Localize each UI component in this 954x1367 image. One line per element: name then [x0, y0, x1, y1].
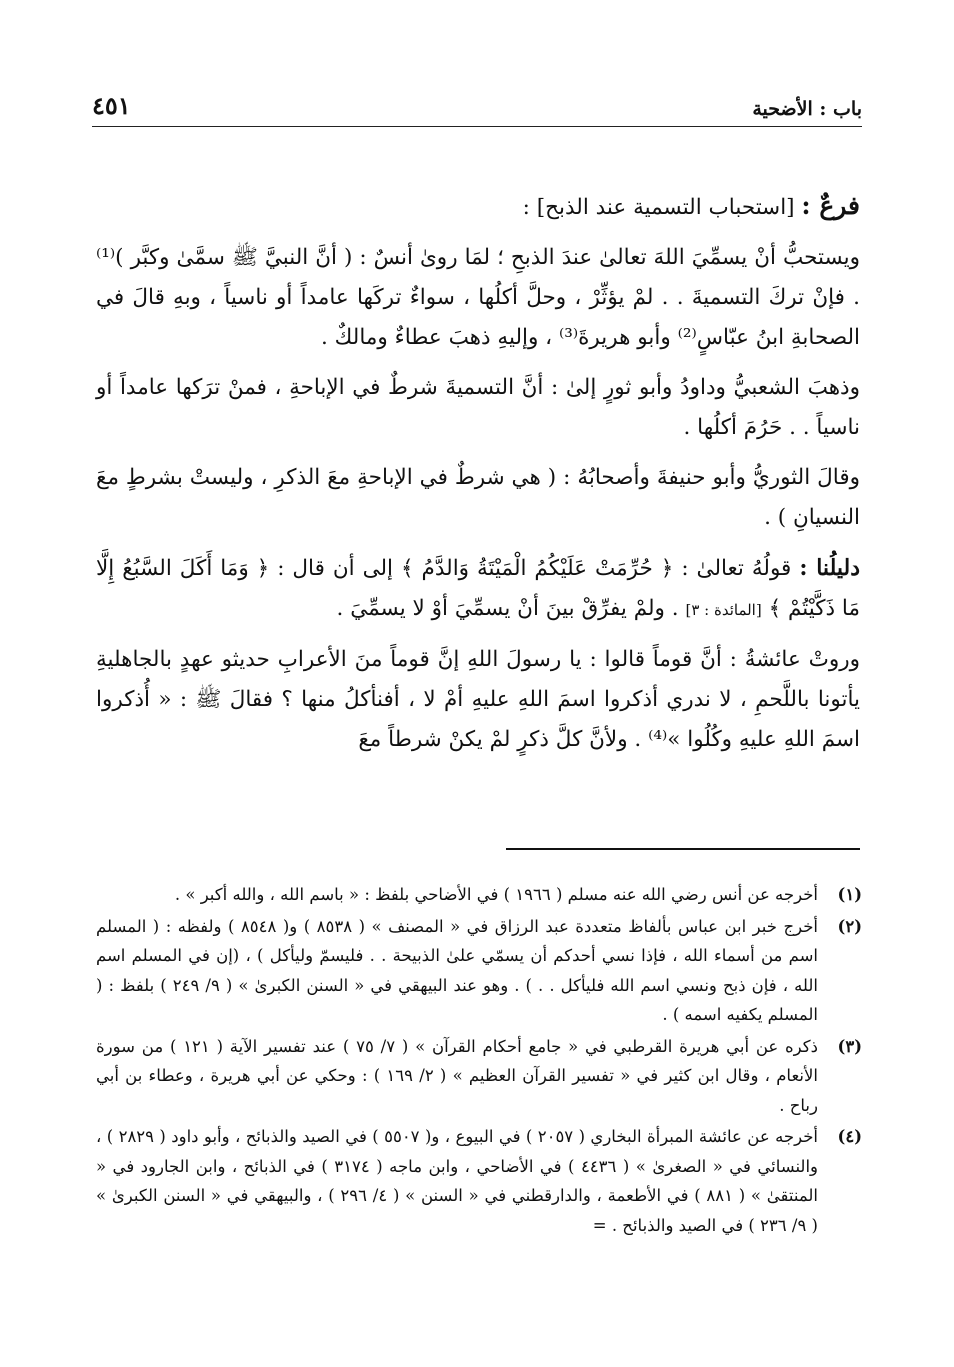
footnote	[96, 912, 862, 1030]
page-header	[92, 84, 862, 127]
footnote-number: (٢)	[837, 916, 862, 936]
evidence-label: دليلُنا :	[799, 555, 860, 581]
footnotes	[96, 880, 862, 1242]
section-heading	[96, 186, 860, 228]
footnote-text: أخرجه عن أنس رضي الله عنه مسلم ( ١٩٦٦ ) في الأضاحي بلفظ : « باسم الله ، والله أكبر » .	[174, 885, 818, 904]
chapter-title: باب : الأضحية	[752, 98, 862, 120]
paragraph-3: وقالَ الثوريُّ وأبو حنيفةَ وأصحابُهُ : ( هي شرطٌ في الإباحةِ معَ الذكرِ ، وليستْ بشرطٍ معَ النسيانِ ) .	[96, 465, 860, 530]
evidence-conclusion: . ولمْ يفرِّقْ بينَ أنْ يسمِّيَ أوْ لا يسمِّيَ .	[336, 596, 679, 621]
evidence-verse: قولُهُ تعالىٰ : ﴿ حُرِّمَتْ عَلَيْكُمُ الْمَيْتَةُ وَالدَّمُ ﴾ إلى أن قال : ﴿ وَمَا أَكَلَ السَّبُعُ إِلَّا مَا ذَكَّيْتُمْ ﴾	[96, 556, 860, 621]
section-title: [استحباب التسمية عند الذبح] :	[522, 195, 795, 220]
footnote	[96, 1032, 862, 1121]
footnote	[96, 1122, 862, 1240]
footnote-number: (١)	[837, 885, 862, 904]
page-number: ٤٥١	[92, 91, 131, 120]
footnote	[96, 880, 862, 910]
footnote-text: أخرج خبر ابن عباس بألفاظ متعددة عبد الرزاق في « المصنف » ( ٨٥٣٨ ) و( ٨٥٤٨ ) ولفظه : ( المسلم اسم من أسماء الله ، فإذا نسي أحدكم أن يسمّي علىٰ الذبيحة . . فليسمّ وليأكل ) ، (إن في المسلم اسم الله ، فإن ذبح ونسي اسم الله فليأكل . . ) . وهو عند البيهقي في « السنن الكبرىٰ » ( ٩/ ٢٤٩ ) بلفظ : ( المسلم يكفيه اسمه ) .	[96, 916, 819, 1024]
footnote-number: (٣)	[837, 1036, 862, 1056]
footnote-text: ذكره عن أبي هريرة القرطبي في « جامع أحكام القرآن » ( ٧/ ٧٥ ) عند تفسير الآية ( ١٢١ ) من سورة الأنعام ، وقال ابن كثير في « تفسير القرآن العظيم » ( ٢/ ١٦٩ ) : وحكي عن أبي هريرة ، وعطاء بن أبي رباح .	[96, 1036, 818, 1115]
main-text	[96, 186, 860, 770]
verse-reference: [المائدة : ٣]	[685, 601, 762, 619]
footnote-text: أخرجه عن عائشة المبرأة البخاري ( ٢٠٥٧ ) في البيوع ، و( ٥٥٠٧ ) في الصيد والذبائح ، وأبو داود ( ٢٨٢٩ ) ، والنسائي في « الصغرىٰ » ( ٤٤٣٦ ) في الأضاحي ، وابن ماجه ( ٣١٧٤ ) في الذبائح ، وابن الجارود في « المنتقىٰ » ( ٨٨١ ) في الأطعمة ، والدارقطني في « السنن » ( ٤/ ٢٩٦ ) ، والبيهقي في « السنن الكبرىٰ » ( ٩/ ٢٣٦ ) في الصيد والذبائح . =	[96, 1127, 819, 1235]
paragraph-2: وذهبَ الشعبيُّ وداودُ وأبو ثورٍ إلىٰ : أنَّ التسميةَ شرطٌ في الإباحةِ ، فمنْ ترَكها عامداً أو ناسياً . . حَرُمَ أكلُها .	[96, 375, 860, 440]
paragraph-4	[96, 548, 860, 630]
footnote-separator	[506, 848, 860, 850]
paragraph-5: وروتْ عائشةُ : أنَّ قوماً قالوا : يا رسولَ اللهِ إنَّ قوماً منَ الأعرابِ حديثو عهدٍ بالجاهليةِ يأتونا باللَّحمِ ، لا ندري أذكروا اسمَ اللهِ عليهِ أمْ لا ، أفنأكلُ منها ؟ فقالَ ﷺ : « أُذكروا اسمَ اللهِ عليهِ وكُلُوا »⁽⁴⁾ . ولأنَّ كلَّ ذكرٍ لمْ يكنْ شرطاً معَ	[96, 647, 860, 752]
footnote-number: (٤)	[837, 1127, 862, 1146]
section-label: فرعٌ :	[801, 191, 860, 220]
paragraph-1: ويستحبُّ أنْ يسمِّيَ اللهَ تعالىٰ عندَ الذبحِ ؛ لمَا روىٰ أنسٌ : ( أنَّ النبيَّ ﷺ سمَّىٰ وكبَّر )⁽¹⁾ . فإنْ تركَ التسميةَ . . لمْ يؤثِّرْ ، وحلَّ أكلُها ، سواءٌ تركَها عامداً أو ناسياً ، وبهِ قالَ في الصحابةِ ابنُ عبّاسٍ⁽²⁾ وأبو هريرةَ⁽³⁾ ، وإليهِ ذهبَ عطاءٌ ومالكٌ .	[96, 245, 860, 350]
